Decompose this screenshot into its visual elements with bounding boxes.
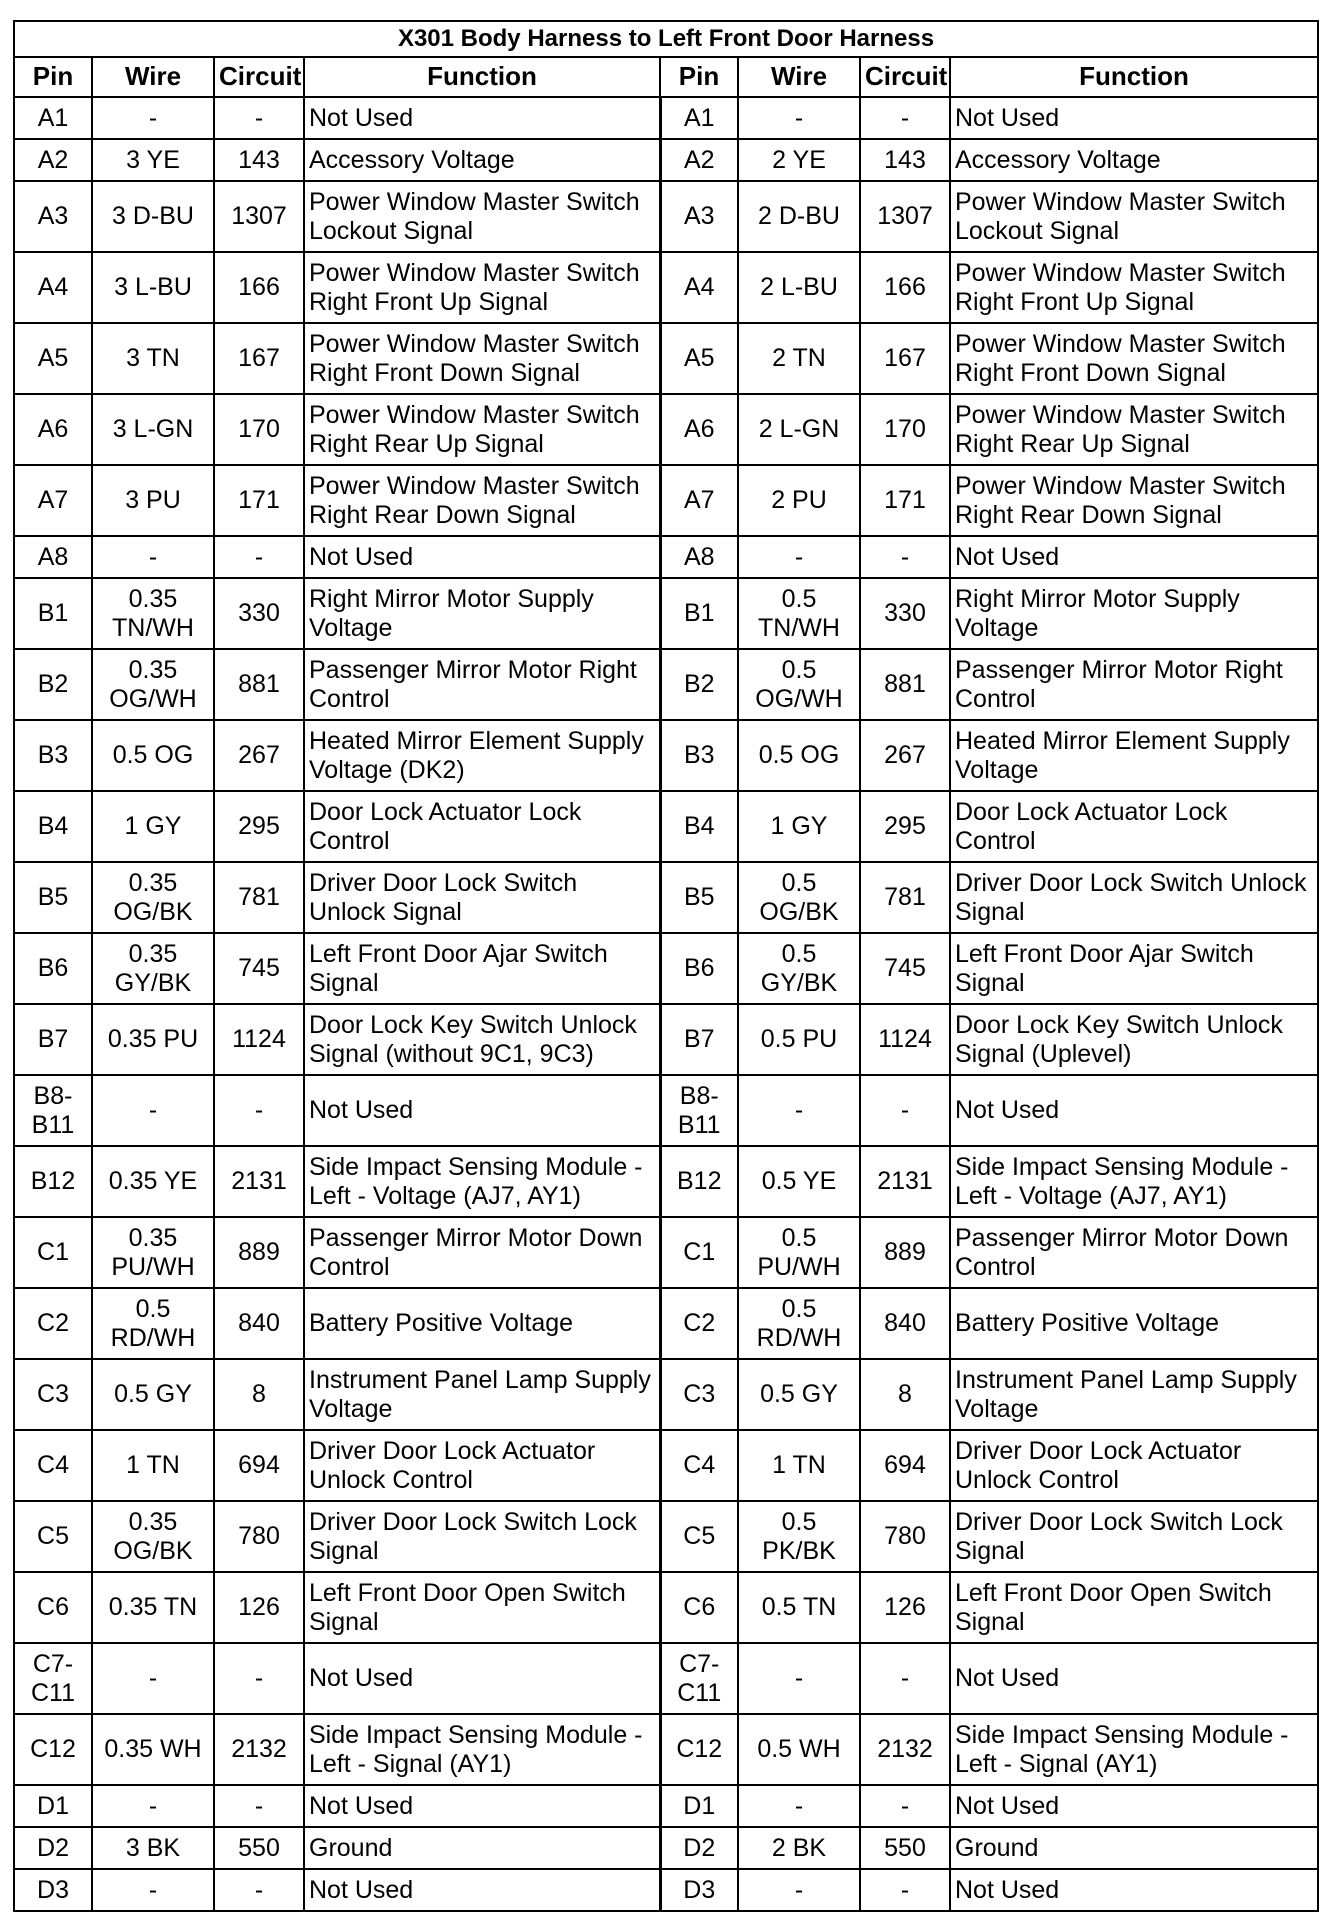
right-circuit-cell: 295 <box>860 791 950 862</box>
left-circuit-cell: - <box>214 1075 304 1146</box>
right-pin-cell: D2 <box>660 1827 738 1869</box>
left-wire-cell: 1 GY <box>92 791 214 862</box>
left-function-cell: Side Impact Sensing Module - Left - Signal (AY1) <box>304 1714 660 1785</box>
right-pin-cell: C3 <box>660 1359 738 1430</box>
left-pin-cell: C5 <box>14 1501 92 1572</box>
left-circuit-cell: 295 <box>214 791 304 862</box>
left-function-cell: Power Window Master Switch Right Rear Up Signal <box>304 394 660 465</box>
right-function-cell: Heated Mirror Element Supply Voltage <box>950 720 1318 791</box>
right-circuit-cell: 126 <box>860 1572 950 1643</box>
table-row <box>14 1004 1318 1075</box>
right-circuit-cell: - <box>860 97 950 139</box>
right-pin-cell: B5 <box>660 862 738 933</box>
right-wire-cell: 0.5 YE <box>738 1146 860 1217</box>
column-header-circuit: Circuit <box>860 57 950 97</box>
left-function-cell: Not Used <box>304 1643 660 1714</box>
left-function-cell: Passenger Mirror Motor Right Control <box>304 649 660 720</box>
right-function-cell: Not Used <box>950 536 1318 578</box>
right-function-cell: Power Window Master Switch Lockout Signal <box>950 181 1318 252</box>
column-header-row <box>14 57 1318 97</box>
table-row <box>14 1359 1318 1430</box>
left-wire-cell: 3 L-GN <box>92 394 214 465</box>
right-pin-cell: A1 <box>660 97 738 139</box>
right-wire-cell: - <box>738 1643 860 1714</box>
left-function-cell: Driver Door Lock Switch Unlock Signal <box>304 862 660 933</box>
right-circuit-cell: - <box>860 1785 950 1827</box>
left-pin-cell: A5 <box>14 323 92 394</box>
table-body <box>14 97 1318 1911</box>
left-function-cell: Ground <box>304 1827 660 1869</box>
left-pin-cell: A3 <box>14 181 92 252</box>
left-wire-cell: 3 D-BU <box>92 181 214 252</box>
left-pin-cell: D3 <box>14 1869 92 1911</box>
left-function-cell: Battery Positive Voltage <box>304 1288 660 1359</box>
right-function-cell: Left Front Door Open Switch Signal <box>950 1572 1318 1643</box>
left-circuit-cell: 267 <box>214 720 304 791</box>
left-function-cell: Heated Mirror Element Supply Voltage (DK2) <box>304 720 660 791</box>
right-wire-cell: 0.5 GY/BK <box>738 933 860 1004</box>
left-function-cell: Power Window Master Switch Right Front Down Signal <box>304 323 660 394</box>
left-wire-cell: 0.5 OG <box>92 720 214 791</box>
left-wire-cell: - <box>92 97 214 139</box>
table-row <box>14 649 1318 720</box>
left-pin-cell: C4 <box>14 1430 92 1501</box>
table-row <box>14 1501 1318 1572</box>
right-pin-cell: C4 <box>660 1430 738 1501</box>
right-pin-cell: B3 <box>660 720 738 791</box>
left-wire-cell: 3 PU <box>92 465 214 536</box>
right-wire-cell: 0.5 OG/WH <box>738 649 860 720</box>
left-wire-cell: 0.5 GY <box>92 1359 214 1430</box>
right-pin-cell: B8-B11 <box>660 1075 738 1146</box>
right-function-cell: Accessory Voltage <box>950 139 1318 181</box>
right-circuit-cell: 166 <box>860 252 950 323</box>
left-circuit-cell: 694 <box>214 1430 304 1501</box>
table-row <box>14 181 1318 252</box>
right-function-cell: Right Mirror Motor Supply Voltage <box>950 578 1318 649</box>
left-pin-cell: B12 <box>14 1146 92 1217</box>
right-pin-cell: A6 <box>660 394 738 465</box>
table-row <box>14 1288 1318 1359</box>
right-function-cell: Ground <box>950 1827 1318 1869</box>
right-circuit-cell: 781 <box>860 862 950 933</box>
right-function-cell: Door Lock Key Switch Unlock Signal (Uplevel) <box>950 1004 1318 1075</box>
right-function-cell: Passenger Mirror Motor Down Control <box>950 1217 1318 1288</box>
right-function-cell: Battery Positive Voltage <box>950 1288 1318 1359</box>
right-circuit-cell: 8 <box>860 1359 950 1430</box>
right-circuit-cell: - <box>860 1869 950 1911</box>
left-circuit-cell: 1124 <box>214 1004 304 1075</box>
left-pin-cell: A4 <box>14 252 92 323</box>
right-pin-cell: B4 <box>660 791 738 862</box>
left-pin-cell: B2 <box>14 649 92 720</box>
right-function-cell: Power Window Master Switch Right Front Down Signal <box>950 323 1318 394</box>
left-wire-cell: 0.35 OG/BK <box>92 862 214 933</box>
table-row <box>14 1643 1318 1714</box>
right-pin-cell: B6 <box>660 933 738 1004</box>
left-function-cell: Right Mirror Motor Supply Voltage <box>304 578 660 649</box>
left-wire-cell: 0.35 TN <box>92 1572 214 1643</box>
left-circuit-cell: 2132 <box>214 1714 304 1785</box>
left-circuit-cell: 8 <box>214 1359 304 1430</box>
left-function-cell: Door Lock Key Switch Unlock Signal (without 9C1, 9C3) <box>304 1004 660 1075</box>
left-pin-cell: B7 <box>14 1004 92 1075</box>
right-wire-cell: - <box>738 97 860 139</box>
left-function-cell: Door Lock Actuator Lock Control <box>304 791 660 862</box>
table-row <box>14 1827 1318 1869</box>
left-pin-cell: A2 <box>14 139 92 181</box>
right-pin-cell: C12 <box>660 1714 738 1785</box>
column-header-pin: Pin <box>14 57 92 97</box>
right-pin-cell: A3 <box>660 181 738 252</box>
right-pin-cell: A2 <box>660 139 738 181</box>
table-row <box>14 720 1318 791</box>
right-function-cell: Not Used <box>950 1643 1318 1714</box>
left-wire-cell: 0.35 WH <box>92 1714 214 1785</box>
right-circuit-cell: 694 <box>860 1430 950 1501</box>
left-pin-cell: C2 <box>14 1288 92 1359</box>
right-pin-cell: D3 <box>660 1869 738 1911</box>
left-function-cell: Not Used <box>304 1785 660 1827</box>
left-circuit-cell: - <box>214 1785 304 1827</box>
right-wire-cell: 0.5 OG <box>738 720 860 791</box>
left-function-cell: Instrument Panel Lamp Supply Voltage <box>304 1359 660 1430</box>
left-circuit-cell: 166 <box>214 252 304 323</box>
table-row <box>14 1869 1318 1911</box>
right-pin-cell: B1 <box>660 578 738 649</box>
right-pin-cell: C6 <box>660 1572 738 1643</box>
left-wire-cell: 0.35 GY/BK <box>92 933 214 1004</box>
right-circuit-cell: 745 <box>860 933 950 1004</box>
left-pin-cell: C1 <box>14 1217 92 1288</box>
left-function-cell: Accessory Voltage <box>304 139 660 181</box>
right-wire-cell: 2 L-GN <box>738 394 860 465</box>
left-circuit-cell: - <box>214 536 304 578</box>
table-row <box>14 139 1318 181</box>
left-function-cell: Driver Door Lock Actuator Unlock Control <box>304 1430 660 1501</box>
left-function-cell: Driver Door Lock Switch Lock Signal <box>304 1501 660 1572</box>
right-function-cell: Passenger Mirror Motor Right Control <box>950 649 1318 720</box>
left-circuit-cell: 840 <box>214 1288 304 1359</box>
connector-pinout-table <box>13 20 1319 1912</box>
right-function-cell: Not Used <box>950 1075 1318 1146</box>
left-circuit-cell: 781 <box>214 862 304 933</box>
right-pin-cell: A8 <box>660 536 738 578</box>
right-circuit-cell: 881 <box>860 649 950 720</box>
table-row <box>14 323 1318 394</box>
left-circuit-cell: - <box>214 97 304 139</box>
right-pin-cell: B7 <box>660 1004 738 1075</box>
table-row <box>14 1217 1318 1288</box>
right-wire-cell: 2 TN <box>738 323 860 394</box>
left-wire-cell: 3 YE <box>92 139 214 181</box>
right-wire-cell: 2 PU <box>738 465 860 536</box>
right-wire-cell: 2 YE <box>738 139 860 181</box>
right-circuit-cell: 1307 <box>860 181 950 252</box>
left-function-cell: Power Window Master Switch Right Front Up Signal <box>304 252 660 323</box>
left-circuit-cell: 745 <box>214 933 304 1004</box>
table-row <box>14 465 1318 536</box>
right-circuit-cell: 143 <box>860 139 950 181</box>
right-wire-cell: 0.5 RD/WH <box>738 1288 860 1359</box>
right-circuit-cell: 550 <box>860 1827 950 1869</box>
table-row <box>14 97 1318 139</box>
column-header-wire: Wire <box>738 57 860 97</box>
right-circuit-cell: 840 <box>860 1288 950 1359</box>
right-wire-cell: - <box>738 1785 860 1827</box>
left-wire-cell: 0.35 OG/BK <box>92 1501 214 1572</box>
left-circuit-cell: 143 <box>214 139 304 181</box>
right-wire-cell: 0.5 TN <box>738 1572 860 1643</box>
left-circuit-cell: 881 <box>214 649 304 720</box>
left-wire-cell: 0.35 PU/WH <box>92 1217 214 1288</box>
left-wire-cell: 0.35 OG/WH <box>92 649 214 720</box>
left-circuit-cell: - <box>214 1869 304 1911</box>
right-circuit-cell: 2131 <box>860 1146 950 1217</box>
column-header-pin: Pin <box>660 57 738 97</box>
right-wire-cell: - <box>738 536 860 578</box>
right-circuit-cell: 780 <box>860 1501 950 1572</box>
left-pin-cell: C12 <box>14 1714 92 1785</box>
left-pin-cell: A7 <box>14 465 92 536</box>
left-pin-cell: D1 <box>14 1785 92 1827</box>
left-function-cell: Not Used <box>304 1075 660 1146</box>
left-circuit-cell: 2131 <box>214 1146 304 1217</box>
left-circuit-cell: 550 <box>214 1827 304 1869</box>
left-function-cell: Not Used <box>304 97 660 139</box>
left-pin-cell: B6 <box>14 933 92 1004</box>
right-wire-cell: - <box>738 1869 860 1911</box>
right-function-cell: Not Used <box>950 1785 1318 1827</box>
left-circuit-cell: 889 <box>214 1217 304 1288</box>
right-function-cell: Not Used <box>950 1869 1318 1911</box>
left-wire-cell: - <box>92 1643 214 1714</box>
right-wire-cell: 0.5 TN/WH <box>738 578 860 649</box>
left-circuit-cell: 330 <box>214 578 304 649</box>
right-function-cell: Power Window Master Switch Right Front Up Signal <box>950 252 1318 323</box>
left-wire-cell: 0.35 PU <box>92 1004 214 1075</box>
left-pin-cell: B1 <box>14 578 92 649</box>
right-wire-cell: 0.5 WH <box>738 1714 860 1785</box>
left-wire-cell: 0.35 YE <box>92 1146 214 1217</box>
left-pin-cell: C7-C11 <box>14 1643 92 1714</box>
right-function-cell: Power Window Master Switch Right Rear Down Signal <box>950 465 1318 536</box>
right-wire-cell: 2 BK <box>738 1827 860 1869</box>
left-wire-cell: 0.35 TN/WH <box>92 578 214 649</box>
table-row <box>14 1430 1318 1501</box>
left-pin-cell: B8-B11 <box>14 1075 92 1146</box>
right-wire-cell: 0.5 OG/BK <box>738 862 860 933</box>
table-title: X301 Body Harness to Left Front Door Harness <box>14 21 1318 57</box>
right-wire-cell: 2 D-BU <box>738 181 860 252</box>
right-wire-cell: - <box>738 1075 860 1146</box>
right-pin-cell: A5 <box>660 323 738 394</box>
right-function-cell: Side Impact Sensing Module - Left - Signal (AY1) <box>950 1714 1318 1785</box>
left-wire-cell: - <box>92 1869 214 1911</box>
right-function-cell: Door Lock Actuator Lock Control <box>950 791 1318 862</box>
right-function-cell: Power Window Master Switch Right Rear Up Signal <box>950 394 1318 465</box>
table-row <box>14 536 1318 578</box>
right-circuit-cell: 167 <box>860 323 950 394</box>
table-row <box>14 1075 1318 1146</box>
table-row <box>14 862 1318 933</box>
left-circuit-cell: 1307 <box>214 181 304 252</box>
left-pin-cell: A6 <box>14 394 92 465</box>
left-function-cell: Not Used <box>304 536 660 578</box>
right-wire-cell: 0.5 GY <box>738 1359 860 1430</box>
left-wire-cell: 0.5 RD/WH <box>92 1288 214 1359</box>
left-circuit-cell: 780 <box>214 1501 304 1572</box>
left-wire-cell: 3 BK <box>92 1827 214 1869</box>
right-pin-cell: B12 <box>660 1146 738 1217</box>
table-row <box>14 1146 1318 1217</box>
table-row <box>14 252 1318 323</box>
table-row <box>14 394 1318 465</box>
column-header-function: Function <box>304 57 660 97</box>
right-wire-cell: 1 GY <box>738 791 860 862</box>
left-pin-cell: A8 <box>14 536 92 578</box>
left-pin-cell: C6 <box>14 1572 92 1643</box>
right-pin-cell: D1 <box>660 1785 738 1827</box>
right-function-cell: Driver Door Lock Actuator Unlock Control <box>950 1430 1318 1501</box>
left-function-cell: Side Impact Sensing Module - Left - Voltage (AJ7, AY1) <box>304 1146 660 1217</box>
right-pin-cell: B2 <box>660 649 738 720</box>
right-wire-cell: 2 L-BU <box>738 252 860 323</box>
left-circuit-cell: - <box>214 1643 304 1714</box>
right-circuit-cell: 889 <box>860 1217 950 1288</box>
left-wire-cell: - <box>92 1785 214 1827</box>
left-pin-cell: B4 <box>14 791 92 862</box>
column-header-wire: Wire <box>92 57 214 97</box>
right-pin-cell: C5 <box>660 1501 738 1572</box>
right-circuit-cell: 267 <box>860 720 950 791</box>
right-wire-cell: 0.5 PK/BK <box>738 1501 860 1572</box>
table-row <box>14 1572 1318 1643</box>
right-circuit-cell: - <box>860 1643 950 1714</box>
table-row <box>14 578 1318 649</box>
table-row <box>14 791 1318 862</box>
right-pin-cell: C7-C11 <box>660 1643 738 1714</box>
right-pin-cell: A7 <box>660 465 738 536</box>
right-wire-cell: 0.5 PU/WH <box>738 1217 860 1288</box>
right-function-cell: Side Impact Sensing Module - Left - Voltage (AJ7, AY1) <box>950 1146 1318 1217</box>
table-row <box>14 1714 1318 1785</box>
right-circuit-cell: 171 <box>860 465 950 536</box>
right-pin-cell: A4 <box>660 252 738 323</box>
right-pin-cell: C2 <box>660 1288 738 1359</box>
column-header-function: Function <box>950 57 1318 97</box>
left-wire-cell: - <box>92 536 214 578</box>
left-pin-cell: A1 <box>14 97 92 139</box>
right-pin-cell: C1 <box>660 1217 738 1288</box>
right-function-cell: Driver Door Lock Switch Unlock Signal <box>950 862 1318 933</box>
left-wire-cell: 3 L-BU <box>92 252 214 323</box>
left-wire-cell: 1 TN <box>92 1430 214 1501</box>
right-function-cell: Left Front Door Ajar Switch Signal <box>950 933 1318 1004</box>
table-row <box>14 1785 1318 1827</box>
left-function-cell: Left Front Door Open Switch Signal <box>304 1572 660 1643</box>
left-function-cell: Left Front Door Ajar Switch Signal <box>304 933 660 1004</box>
left-function-cell: Passenger Mirror Motor Down Control <box>304 1217 660 1288</box>
left-circuit-cell: 170 <box>214 394 304 465</box>
left-wire-cell: 3 TN <box>92 323 214 394</box>
left-function-cell: Power Window Master Switch Right Rear Down Signal <box>304 465 660 536</box>
right-circuit-cell: 2132 <box>860 1714 950 1785</box>
table-row <box>14 933 1318 1004</box>
right-wire-cell: 0.5 PU <box>738 1004 860 1075</box>
column-header-circuit: Circuit <box>214 57 304 97</box>
right-circuit-cell: 330 <box>860 578 950 649</box>
left-pin-cell: B5 <box>14 862 92 933</box>
left-circuit-cell: 171 <box>214 465 304 536</box>
left-circuit-cell: 126 <box>214 1572 304 1643</box>
right-function-cell: Driver Door Lock Switch Lock Signal <box>950 1501 1318 1572</box>
right-circuit-cell: - <box>860 1075 950 1146</box>
left-pin-cell: B3 <box>14 720 92 791</box>
right-function-cell: Not Used <box>950 97 1318 139</box>
right-circuit-cell: - <box>860 536 950 578</box>
left-function-cell: Power Window Master Switch Lockout Signal <box>304 181 660 252</box>
right-circuit-cell: 1124 <box>860 1004 950 1075</box>
left-function-cell: Not Used <box>304 1869 660 1911</box>
right-function-cell: Instrument Panel Lamp Supply Voltage <box>950 1359 1318 1430</box>
left-wire-cell: - <box>92 1075 214 1146</box>
right-circuit-cell: 170 <box>860 394 950 465</box>
left-circuit-cell: 167 <box>214 323 304 394</box>
right-wire-cell: 1 TN <box>738 1430 860 1501</box>
left-pin-cell: C3 <box>14 1359 92 1430</box>
left-pin-cell: D2 <box>14 1827 92 1869</box>
